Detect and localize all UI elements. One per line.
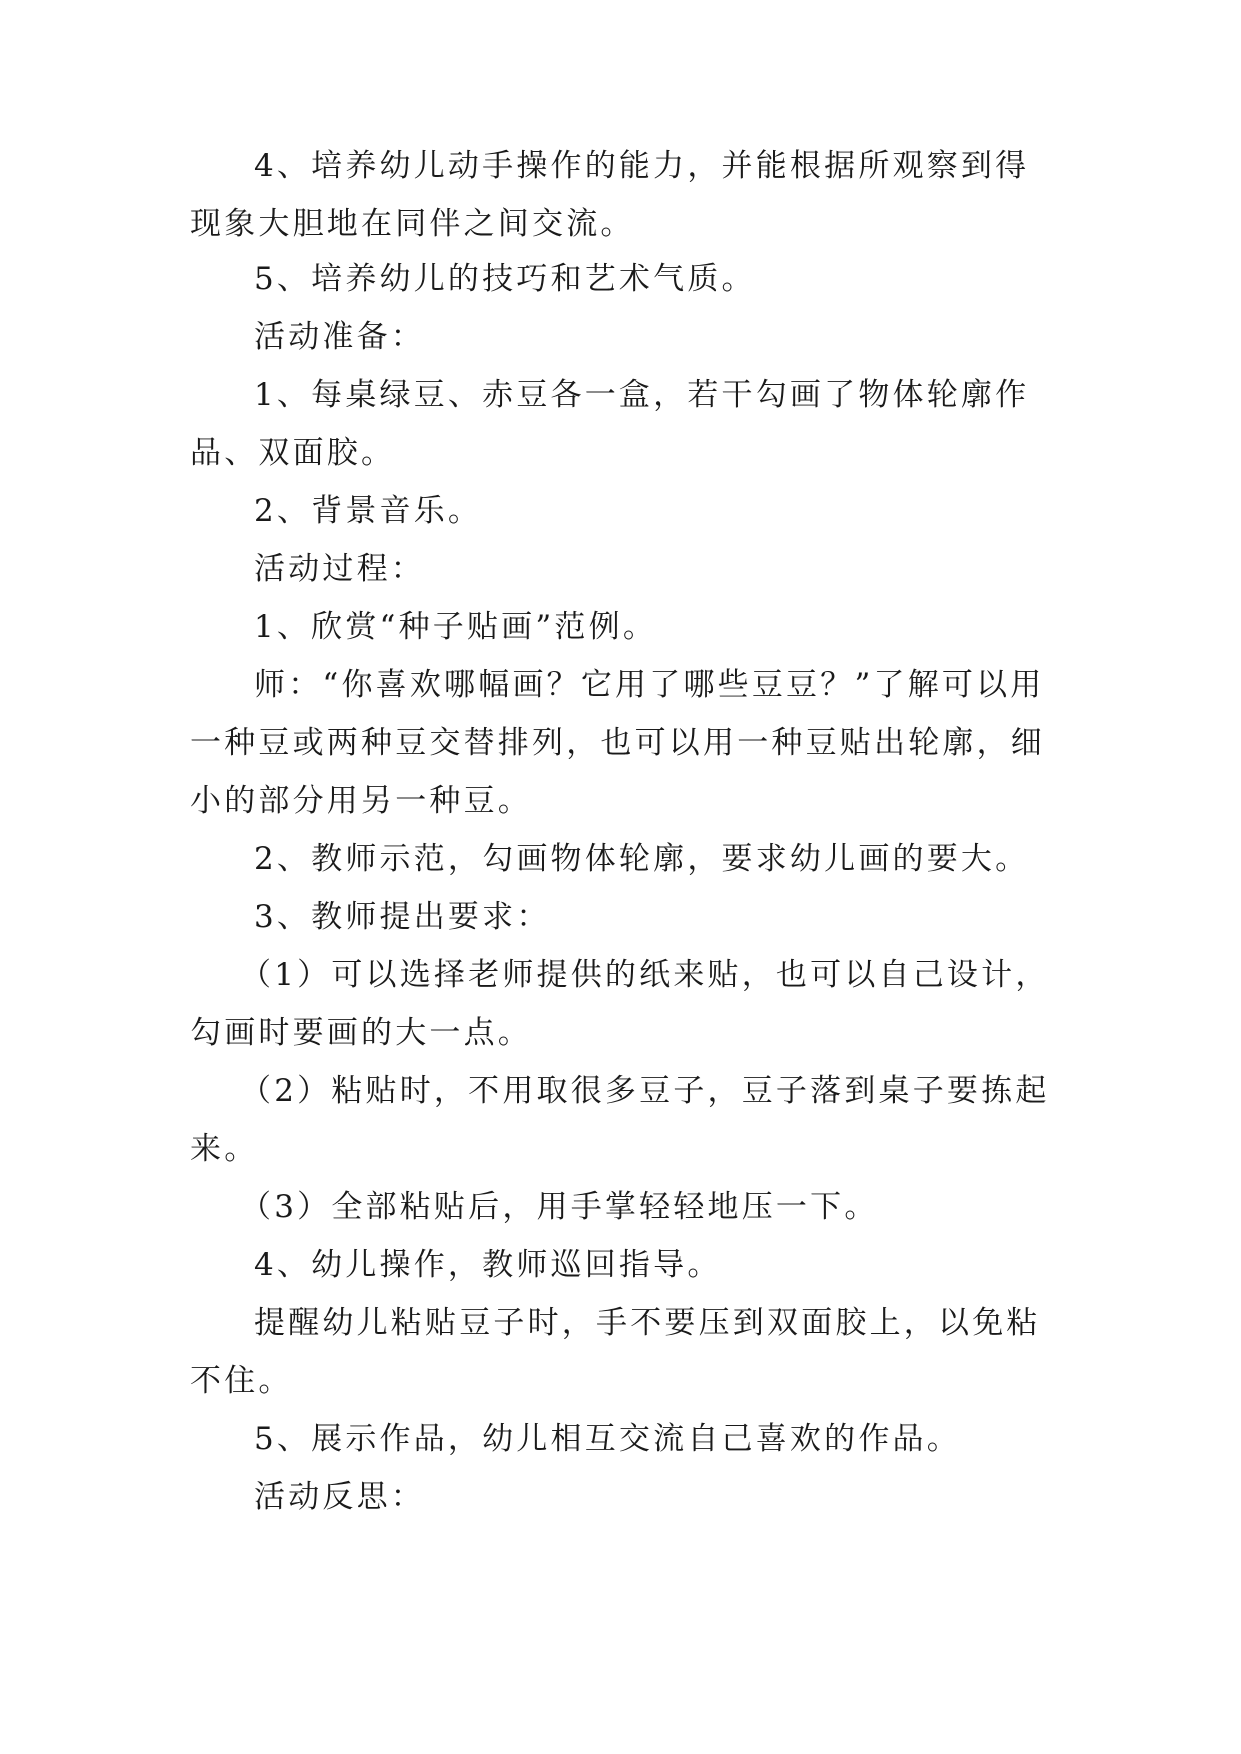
paragraph-process-3: 3、教师提出要求： <box>254 899 551 935</box>
paragraph-preparation-1: 1、每桌绿豆、赤豆各一盒，若干勾画了物体轮廓作品、双面胶。 <box>190 377 1030 471</box>
paragraph-process-1: 1、欣赏“种子贴画”范例。 <box>254 609 658 645</box>
paragraph-teacher-question: 师：“你喜欢哪幅画？它用了哪些豆豆？”了解可以用一种豆或两种豆交替排列，也可以用一种豆贴出轮廓，细小的部分用另一种豆。 <box>190 667 1045 819</box>
paragraph-process-5: 5、展示作品，幼儿相互交流自己喜欢的作品。 <box>254 1421 961 1457</box>
paragraph-requirement-1: （1）可以选择老师提供的纸来贴，也可以自己设计，勾画时要画的大一点。 <box>190 957 1050 1051</box>
heading-activity-reflection: 活动反思： <box>254 1479 425 1515</box>
paragraph-requirement-3: （3）全部粘贴后，用手掌轻轻地压一下。 <box>240 1189 879 1225</box>
paragraph-requirement-2: （2）粘贴时，不用取很多豆子，豆子落到桌子要拣起来。 <box>190 1073 1050 1167</box>
heading-activity-preparation: 活动准备： <box>254 319 425 355</box>
paragraph-process-2: 2、教师示范，勾画物体轮廓，要求幼儿画的要大。 <box>254 841 1030 877</box>
paragraph-reminder: 提醒幼儿粘贴豆子时，手不要压到双面胶上，以免粘不住。 <box>190 1305 1041 1399</box>
paragraph-objective-5: 5、培养幼儿的技巧和艺术气质。 <box>254 261 756 297</box>
paragraph-preparation-2: 2、背景音乐。 <box>254 493 483 529</box>
paragraph-process-4: 4、幼儿操作，教师巡回指导。 <box>254 1247 722 1283</box>
paragraph-objective-4: 4、培养幼儿动手操作的能力，并能根据所观察到得现象大胆地在同伴之间交流。 <box>190 148 1030 242</box>
heading-activity-process: 活动过程： <box>254 551 425 587</box>
